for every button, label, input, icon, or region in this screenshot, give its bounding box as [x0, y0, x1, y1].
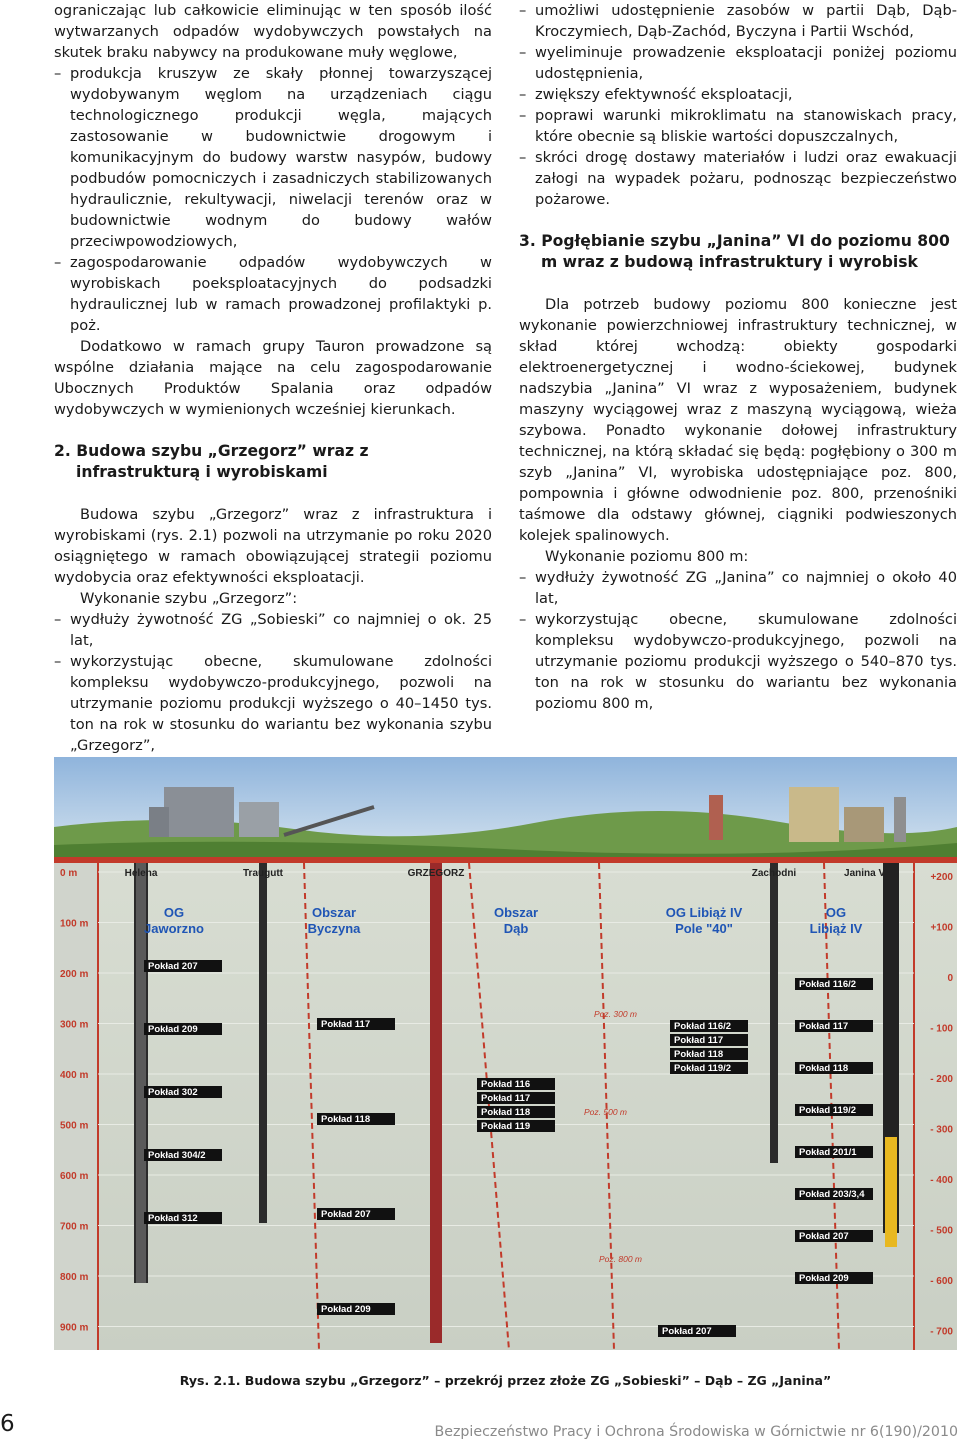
depth-label-right: - 400 [930, 1175, 953, 1186]
page-number: 6 [0, 1411, 15, 1437]
seam-label: Pokład 209 [799, 1273, 849, 1284]
depth-label-left: 900 m [60, 1322, 89, 1334]
depth-label-left: 500 m [60, 1120, 89, 1132]
seam-label: Pokład 207 [321, 1209, 371, 1220]
shaft-label: Helena [124, 868, 158, 879]
shaft-label: Zachodni [751, 868, 797, 879]
area-label-line2: Byczyna [307, 921, 361, 936]
area-label-line2: Pole "40" [675, 921, 733, 936]
seam-label: Pokład 117 [481, 1093, 531, 1104]
paragraph-level-800-intro: Wykonanie poziomu 800 m: [545, 548, 749, 565]
depth-label-left: 300 m [60, 1019, 89, 1031]
right-column [519, 0, 957, 714]
section-3-heading: 3. Pogłębianie szybu „Janina” VI do poziomu 800 m wraz z budową infrastruktury i wyrobisk [519, 232, 950, 271]
level-label: Poz. 500 m [584, 1107, 627, 1117]
section-2-heading: 2. Budowa szybu „Grzegorz” wraz z infrastrukturą i wyrobiskami [54, 442, 369, 481]
shaft-label: GRZEGORZ [407, 868, 465, 879]
paragraph-tauron: Dodatkowo w ramach grupy Tauron prowadzone są wspólne działania mające na celu zagospodarowanie Ubocznych Produktów Spalania oraz odpadów wydobywczych w wymienionych wcześniej kierunkach. [54, 338, 492, 418]
cross-section-figure [54, 757, 957, 1350]
depth-label-right: - 200 [930, 1074, 953, 1085]
level-label: Poz. 800 m [599, 1254, 642, 1264]
depth-label-left: 200 m [60, 969, 89, 980]
seam-label: Pokład 117 [799, 1021, 849, 1032]
depth-label-left: 0 m [60, 868, 78, 879]
depth-label-left: 800 m [60, 1272, 89, 1283]
seam-label: Pokład 201/1 [799, 1147, 857, 1158]
bullet-capacity: – wykorzystując obecne, skumulowane zdolności kompleksu wydobywczo-produkcyjnego, pozwoli na utrzymanie poziomu produkcji wyższego o 40–1450 tys. ton na rok w stosunku do wariantu bez wykonania szybu „Grzegorz”, [54, 651, 492, 756]
seam-label: Pokład 118 [321, 1114, 371, 1125]
seam-label: Pokład 207 [799, 1231, 849, 1242]
paragraph-level-800: Dla potrzeb budowy poziomu 800 konieczne jest wykonanie powierzchniowej infrastruktury technicznej, w skład której wchodzą: obiekty gospodarki elektroenergetycznej i wodno-ściekowej, budynek nadszybia „Janina” VI wraz z wyposażeniem, budynek maszyny wyciągowej wraz z maszyną wyciągową, wieża szybowa. Ponadto wykonanie dołowej infrastruktury technicznej, na którą składać się będą: pogłębiony o 300 m szyb „Janina” VI, wyrobiska udostępniające poz. 800, pompownia i główne odwodnienie poz. 800, przenośniki taśmowe dla odstawy głównej, ciągniki podwieszonych kolejek spalinowych. [519, 296, 957, 544]
depth-label-left: 700 m [60, 1221, 89, 1233]
depth-label-right: - 100 [930, 1023, 953, 1035]
area-label-line1: OG [825, 905, 847, 920]
area-label-line2: Jaworzno [144, 921, 204, 936]
area-label-line1: Obszar [311, 905, 357, 920]
bullet-resources: – umożliwi udostępnienie zasobów w partii Dąb, Dąb-Kroczymiech, Dąb-Zachód, Byczyna i Partii Wschód, [519, 0, 957, 42]
seam-label: Pokład 207 [662, 1326, 712, 1337]
seam-label: Pokład 119/2 [799, 1105, 857, 1116]
seam-label: Pokład 207 [148, 961, 198, 972]
area-label-line2: Libiąż IV [809, 921, 863, 936]
seam-label: Pokład 304/2 [148, 1150, 206, 1161]
seam-label: Pokład 116 [481, 1079, 531, 1090]
depth-label-left: 600 m [60, 1171, 89, 1182]
seam-label: Pokład 117 [321, 1019, 371, 1030]
seam-label: Pokład 116/2 [674, 1021, 732, 1032]
depth-label-right: +200 [930, 872, 953, 883]
seam-label: Pokład 116/2 [799, 979, 857, 990]
depth-label-left: 100 m [60, 918, 89, 930]
paragraph-continued: ograniczając lub całkowicie eliminując w ten sposób ilość wytwarzanych odpadów wydobywczych powstałych na skutek braku nabywcy na produkowane muły węglowe, [54, 2, 492, 61]
bullet-fire-safety: – skróci drogę dostawy materiałów i ludzi oraz ewakuacji załogi na wypadek pożaru, podnosząc bezpieczeństwo pożarowe. [519, 147, 957, 210]
depth-label-right: - 300 [930, 1124, 953, 1136]
seam-label: Pokład 209 [148, 1024, 198, 1035]
seam-label: Pokład 117 [674, 1035, 724, 1046]
left-column [54, 0, 492, 756]
paragraph-grzegorz-intro: Wykonanie szybu „Grzegorz”: [80, 590, 298, 607]
area-label-line1: OG [163, 905, 185, 920]
bullet-efficiency: – zwiększy efektywność eksploatacji, [519, 84, 957, 105]
seam-label: Pokład 119 [481, 1121, 531, 1132]
depth-label-right: 0 [947, 973, 953, 984]
depth-label-right: - 600 [930, 1276, 953, 1287]
depth-label-right: +100 [930, 922, 953, 934]
bullet-lifetime: – wydłuży żywotność ZG „Sobieski” co najmniej o ok. 25 lat, [54, 609, 492, 651]
bullet-backfill: – zagospodarowanie odpadów wydobywczych w wyrobiskach poeksploatacyjnych do podsadzki hydraulicznej lub w ramach prowadzonej profilaktyki p. poż. [54, 252, 492, 336]
figure-caption: Rys. 2.1. Budowa szybu „Grzegorz” – przekrój przez złoże ZG „Sobieski” – Dąb – ZG „Janina” [179, 1373, 832, 1388]
seam-label: Pokład 119/2 [674, 1063, 732, 1074]
depth-label-right: - 500 [930, 1225, 953, 1237]
bullet-below-level: – wyeliminuje prowadzenie eksploatacji poniżej poziomu udostępnienia, [519, 42, 957, 84]
seam-label: Pokład 312 [148, 1213, 198, 1224]
area-label-line1: Obszar [493, 905, 539, 920]
seam-label: Pokład 118 [799, 1063, 849, 1074]
depth-label-right: - 700 [930, 1326, 953, 1338]
area-label-line2: Dąb [503, 921, 529, 936]
bullet-janina-lifetime: – wydłuży żywotność ZG „Janina” co najmniej o około 40 lat, [519, 567, 957, 609]
bullet-aggregates: – produkcja kruszyw ze skały płonnej towarzyszącej wydobywanym węglom na urządzeniach ciągu technologicznego produkcji węgla, mających zastosowanie w budownictwie drogowym i komunikacyjnym do budowy warstw nasypów, budowy podbudów pomocniczych i zasadniczych stabilizowanych hydraulicznie, rekultywacji, niwelacji terenów oraz w budownictwie wodnym do budowy wałów przeciwpowodziowych, [54, 63, 492, 252]
depth-label-left: 400 m [60, 1070, 89, 1081]
seam-label: Pokład 118 [481, 1107, 531, 1118]
bullet-microclimate: – poprawi warunki mikroklimatu na stanowiskach pracy, które obecnie są bliskie wartości dopuszczalnych, [519, 105, 957, 147]
seam-label: Pokład 203/3,4 [799, 1189, 865, 1200]
paragraph-grzegorz: Budowa szybu „Grzegorz” wraz z infrastruktura i wyrobiskami (rys. 2.1) pozwoli na utrzymanie po roku 2020 osiągniętego w ramach obowiązującej strategii poziomu wydobycia oraz efektywności eksploatacji. [54, 506, 492, 586]
seam-label: Pokład 118 [674, 1049, 724, 1060]
cross-section-svg [54, 757, 957, 1350]
journal-footer: Bezpieczeństwo Pracy i Ochrona Środowiska w Górnictwie nr 6(190)/2010 [434, 1424, 958, 1440]
seam-label: Pokład 302 [148, 1087, 198, 1098]
shaft-label: Traugutt [243, 868, 283, 879]
seam-label: Pokład 209 [321, 1304, 371, 1315]
bullet-janina-capacity: – wykorzystując obecne, skumulowane zdolności kompleksu wydobywczo-produkcyjnego, pozwoli na utrzymanie poziomu produkcji wyższego o 540–870 tys. ton na rok w stosunku do wariantu bez wykonania poziomu 800 m, [519, 609, 957, 714]
area-label-line1: OG Libiąż IV [665, 905, 743, 920]
level-label: Poz. 300 m [594, 1009, 637, 1019]
shaft-label: Janina VI [844, 868, 888, 879]
